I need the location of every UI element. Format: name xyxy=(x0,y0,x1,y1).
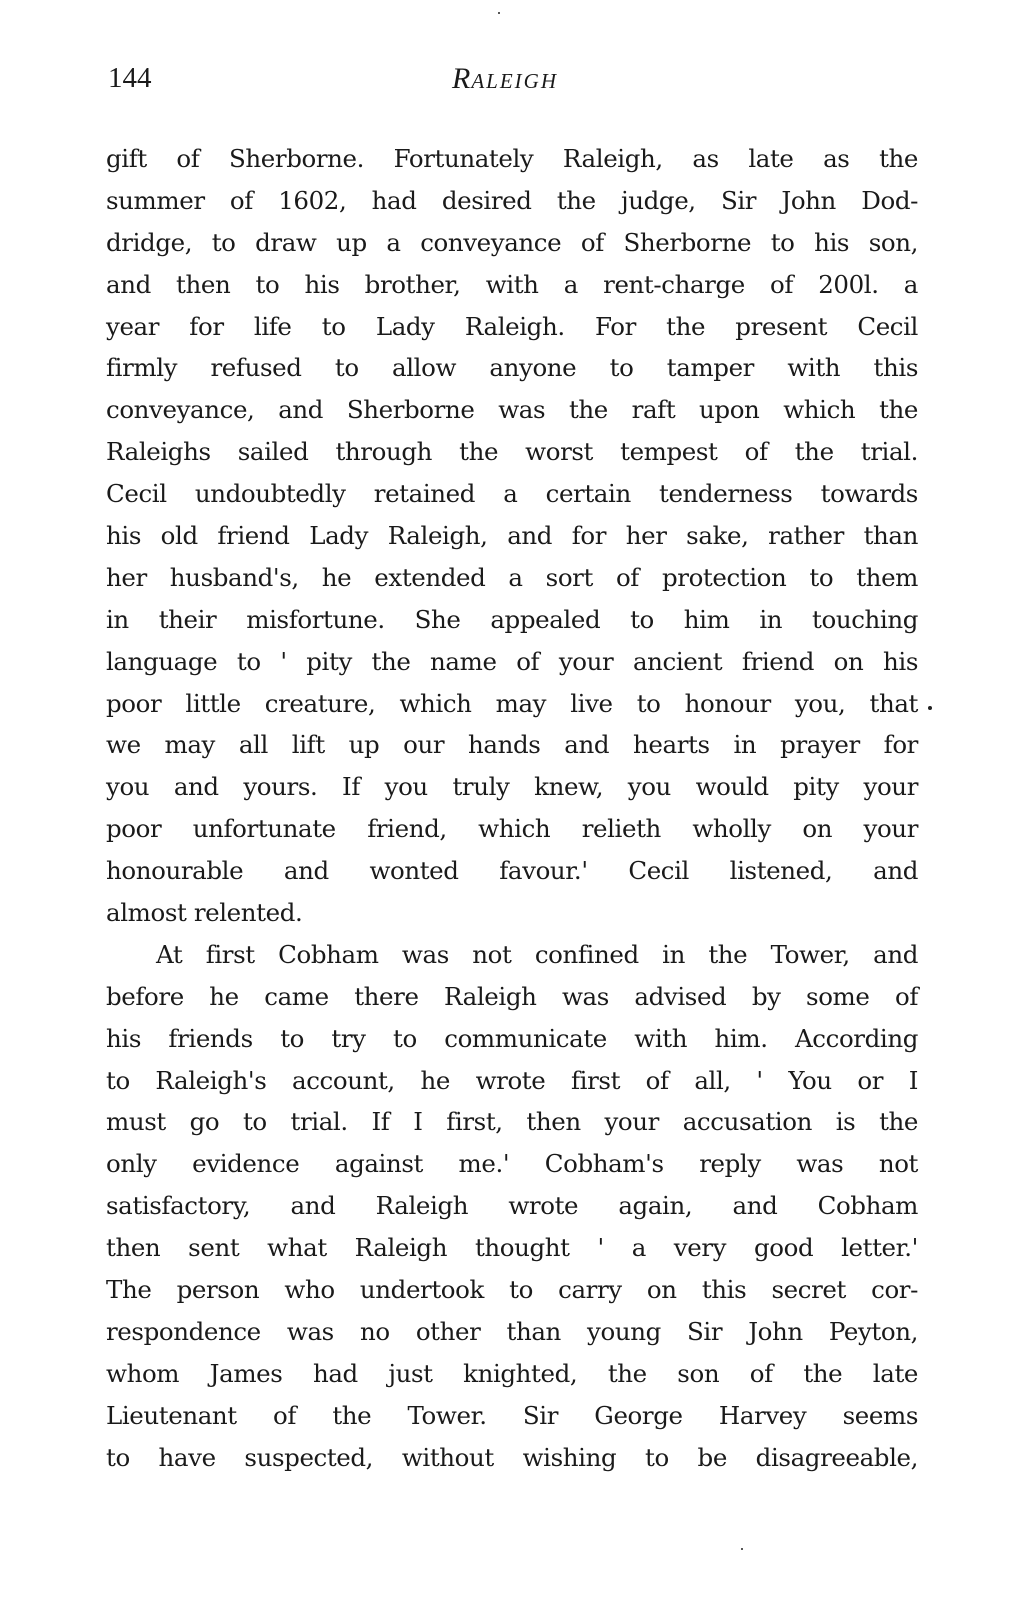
text-line: satisfactory, and Raleigh wrote again, and Cobham xyxy=(106,1191,918,1221)
text-line: almost relented. xyxy=(106,898,303,928)
text-line: gift of Sherborne. Fortunately Raleigh, as late as the xyxy=(106,144,918,173)
print-speck xyxy=(741,1548,743,1550)
text-line: only evidence against me.' Cobham's reply was not xyxy=(106,1149,918,1179)
text-line: conveyance, and Sherborne was the raft upon which the xyxy=(106,395,918,425)
body-text xyxy=(106,138,918,1479)
text-line: year for life to Lady Raleigh. For the present Cecil xyxy=(106,311,918,341)
running-head-rest: ALEIGH xyxy=(471,69,558,93)
text-line: his friends to try to communicate with him. According xyxy=(106,1023,918,1053)
print-speck xyxy=(928,706,932,710)
text-line: summer of 1602, had desired the judge, Sir John Dod- xyxy=(106,185,918,215)
text-line: and then to his brother, with a rent-charge of 200l. a xyxy=(106,269,918,299)
text-line: firmly refused to allow anyone to tamper with this xyxy=(106,353,918,383)
text-line: honourable and wonted favour.' Cecil listened, and xyxy=(106,856,918,886)
running-head-initial: R xyxy=(452,62,472,95)
text-line: language to ' pity the name of your ancient friend on his xyxy=(106,646,918,676)
page-header xyxy=(108,62,918,102)
paragraph xyxy=(106,138,918,934)
page-number: 144 xyxy=(108,62,152,94)
text-line: dridge, to draw up a conveyance of Sherborne to his son, xyxy=(106,227,918,257)
running-head xyxy=(452,62,558,96)
text-line: At first Cobham was not confined in the Tower, and xyxy=(156,939,918,969)
text-line: must go to trial. If I first, then your accusation is the xyxy=(106,1107,918,1137)
text-line: his old friend Lady Raleigh, and for her sake, rather than xyxy=(106,521,918,551)
text-line: respondence was no other than young Sir John Peyton, xyxy=(106,1316,918,1346)
text-line: Cecil undoubtedly retained a certain tenderness towards xyxy=(106,479,918,509)
text-line: to have suspected, without wishing to be disagreeable, xyxy=(106,1442,918,1472)
text-line: to Raleigh's account, he wrote first of all, ' You or I xyxy=(106,1065,918,1095)
text-line: poor unfortunate friend, which relieth wholly on your xyxy=(106,814,918,844)
text-line: you and yours. If you truly knew, you would pity your xyxy=(106,772,918,802)
paragraph xyxy=(106,934,918,1479)
text-line: her husband's, he extended a sort of protection to them xyxy=(106,562,918,592)
text-line: in their misfortune. She appealed to him in touching xyxy=(106,604,918,634)
text-line: before he came there Raleigh was advised by some of xyxy=(106,981,918,1011)
text-line: we may all lift up our hands and hearts in prayer for xyxy=(106,730,918,760)
text-line: whom James had just knighted, the son of the late xyxy=(106,1358,918,1388)
text-line: poor little creature, which may live to honour you, that xyxy=(106,688,918,718)
text-line: The person who undertook to carry on this secret cor- xyxy=(106,1275,918,1305)
print-speck xyxy=(498,12,500,14)
text-line: then sent what Raleigh thought ' a very good letter.' xyxy=(106,1233,918,1263)
text-line: Raleighs sailed through the worst tempest of the trial. xyxy=(106,437,918,467)
text-line: Lieutenant of the Tower. Sir George Harvey seems xyxy=(106,1400,918,1430)
